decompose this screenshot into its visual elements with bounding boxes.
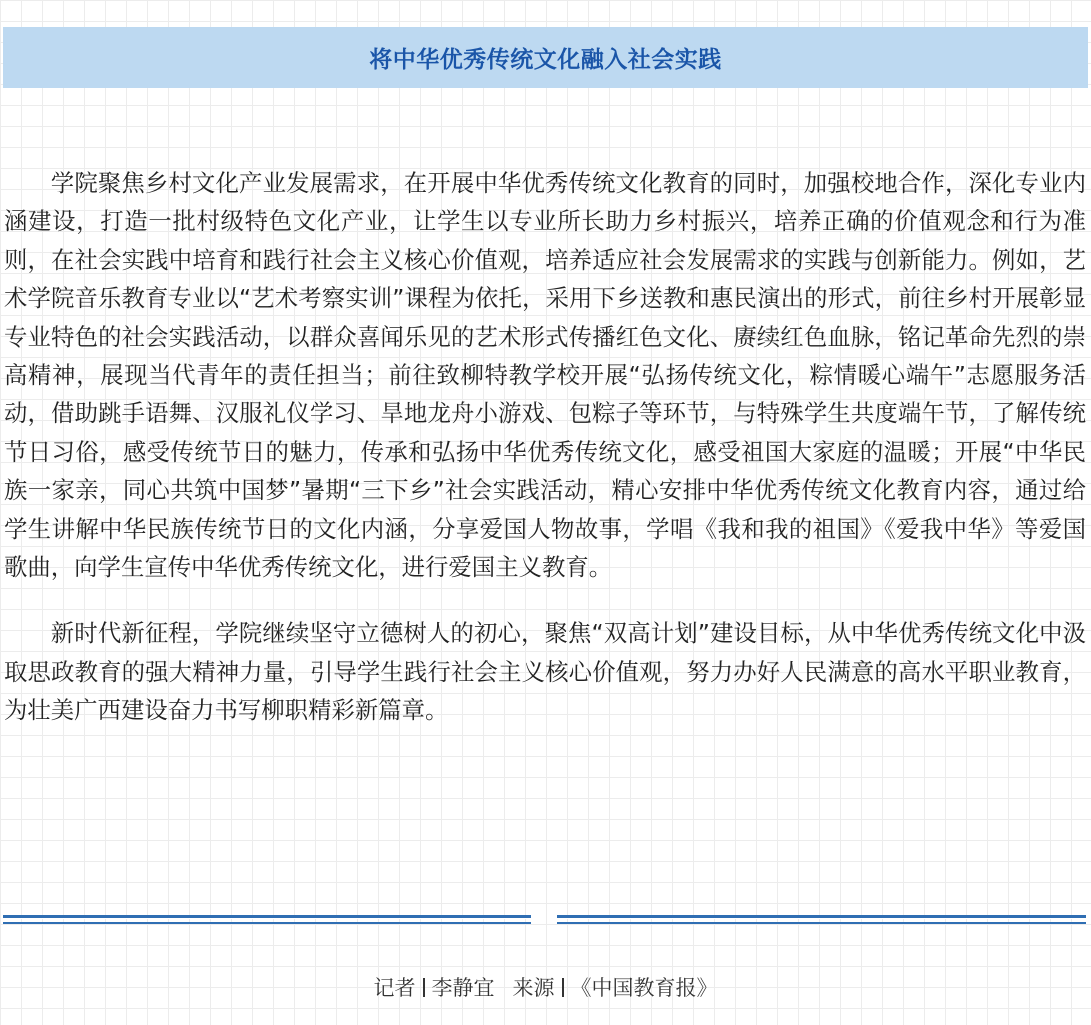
article-section-title: 将中华优秀传统文化融入社会实践 [369,47,722,73]
reporter-name: 李静宜 [431,976,495,1000]
source-label: 来源 [512,976,555,1000]
title-banner [3,27,1088,88]
separator-bar [562,978,564,997]
article-paragraph-2: 新时代新征程，学院继续坚守立德树人的初心，聚焦“双高计划”建设目标，从中华优秀传统文化中汲取思政教育的强大精神力量，引导学生践行社会主义核心价值观，努力办好人民满意的高水平职业教育，为壮美广西建设奋力书写柳职精彩新篇章。 [4,619,1086,725]
article-credit [0,972,1091,1002]
divider-left [3,915,531,924]
article-paragraph-1: 学院聚焦乡村文化产业发展需求，在开展中华优秀传统文化教育的同时，加强校地合作，深化专业内涵建设，打造一批村级特色文化产业，让学生以专业所长助力乡村振兴，培养正确的价值观念和行为准则，在社会实践中培育和践行社会主义核心价值观，培养适应社会发展需求的实践与创新能力。例如，艺术学院音乐教育专业以“艺术考察实训”课程为依托，采用下乡送教和惠民演出的形式，前往乡村开展彰显专业特色的社会实践活动，以群众喜闻乐见的艺术形式传播红色文化、赓续红色血脉，铭记革命先烈的崇高精神，展现当代青年的责任担当；前往致柳特教学校开展“弘扬传统文化，粽情暖心端午”志愿服务活动，借助跳手语舞、汉服礼仪学习、旱地龙舟小游戏、包粽子等环节，与特殊学生共度端午节，了解传统节日习俗，感受传统节日的魅力，传承和弘扬中华优秀传统文化，感受祖国大家庭的温暖；开展“中华民族一家亲，同心共筑中国梦”暑期“三下乡”社会实践活动，精心安排中华优秀传统文化教育内容，通过给学生讲解中华民族传统节日的文化内涵，分享爱国人物故事，学唱《我和我的祖国》《爱我中华》等爱国歌曲，向学生宣传中华优秀传统文化，进行爱国主义教育。 [4,169,1086,582]
separator-bar [423,978,425,997]
divider-right [557,915,1086,924]
article-body [4,164,1086,730]
source-name: 《中国教育报》 [570,976,718,1000]
reporter-label: 记者 [373,976,416,1000]
